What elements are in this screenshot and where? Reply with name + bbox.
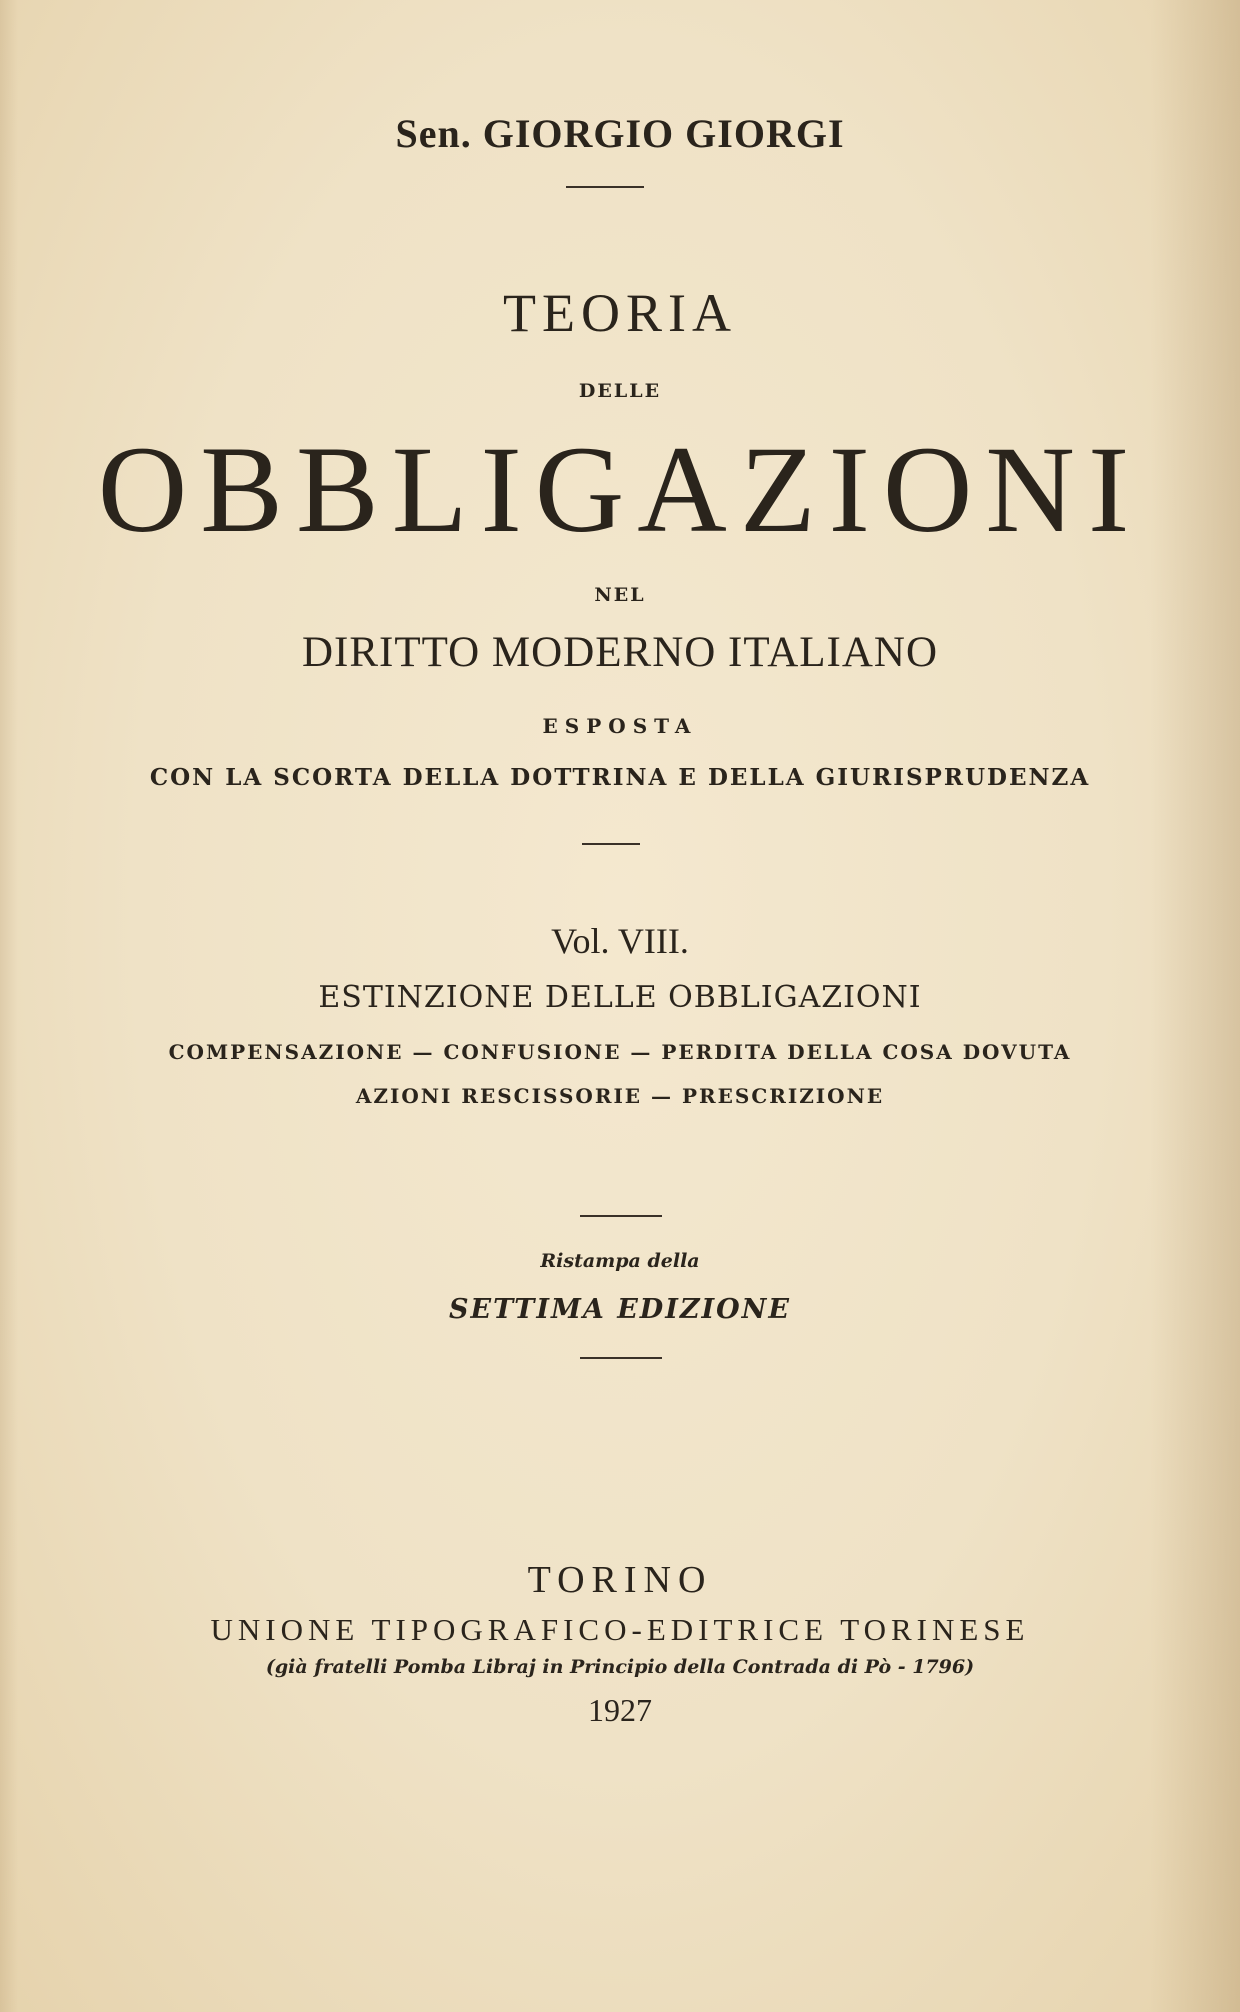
title-line-teoria: TEORIA — [503, 283, 737, 343]
subtitle: DIRITTO MODERNO ITALIANO — [301, 629, 938, 676]
imprint-note: (già fratelli Pomba Libraj in Principio della Contrada di Pò - 1796) — [265, 1656, 975, 1678]
divider-rule — [566, 186, 644, 188]
author-name: Sen. GIORGIO GIORGI — [395, 111, 845, 156]
exposed-with-line: CON LA SCORTA DELLA DOTTRINA E DELLA GIURISPRUDENZA — [149, 764, 1091, 791]
imprint-city: TORINO — [527, 1559, 713, 1601]
reprint-label: Ristampa della — [540, 1250, 700, 1272]
volume-number: Vol. VIII. — [551, 921, 689, 961]
volume-topics-line-1: COMPENSAZIONE — CONFUSIONE — PERDITA DELLA COSA DOVUTA — [168, 1040, 1072, 1064]
imprint-year: 1927 — [588, 1692, 652, 1728]
title-connector-nel: NEL — [594, 584, 646, 606]
exposed-label: ESPOSTA — [542, 714, 698, 738]
title-connector-delle: DELLE — [578, 380, 662, 402]
divider-rule — [580, 1215, 662, 1217]
imprint-publisher: UNIONE TIPOGRAFICO-EDITRICE TORINESE — [210, 1612, 1030, 1647]
divider-rule — [582, 843, 640, 845]
divider-rule — [580, 1357, 662, 1359]
volume-topics-line-2: AZIONI RESCISSORIE — PRESCRIZIONE — [355, 1084, 885, 1108]
volume-subject: ESTINZIONE DELLE OBBLIGAZIONI — [318, 980, 922, 1015]
main-title: OBBLIGAZIONI — [97, 421, 1143, 558]
edition-name: SETTIMA EDIZIONE — [449, 1294, 791, 1325]
